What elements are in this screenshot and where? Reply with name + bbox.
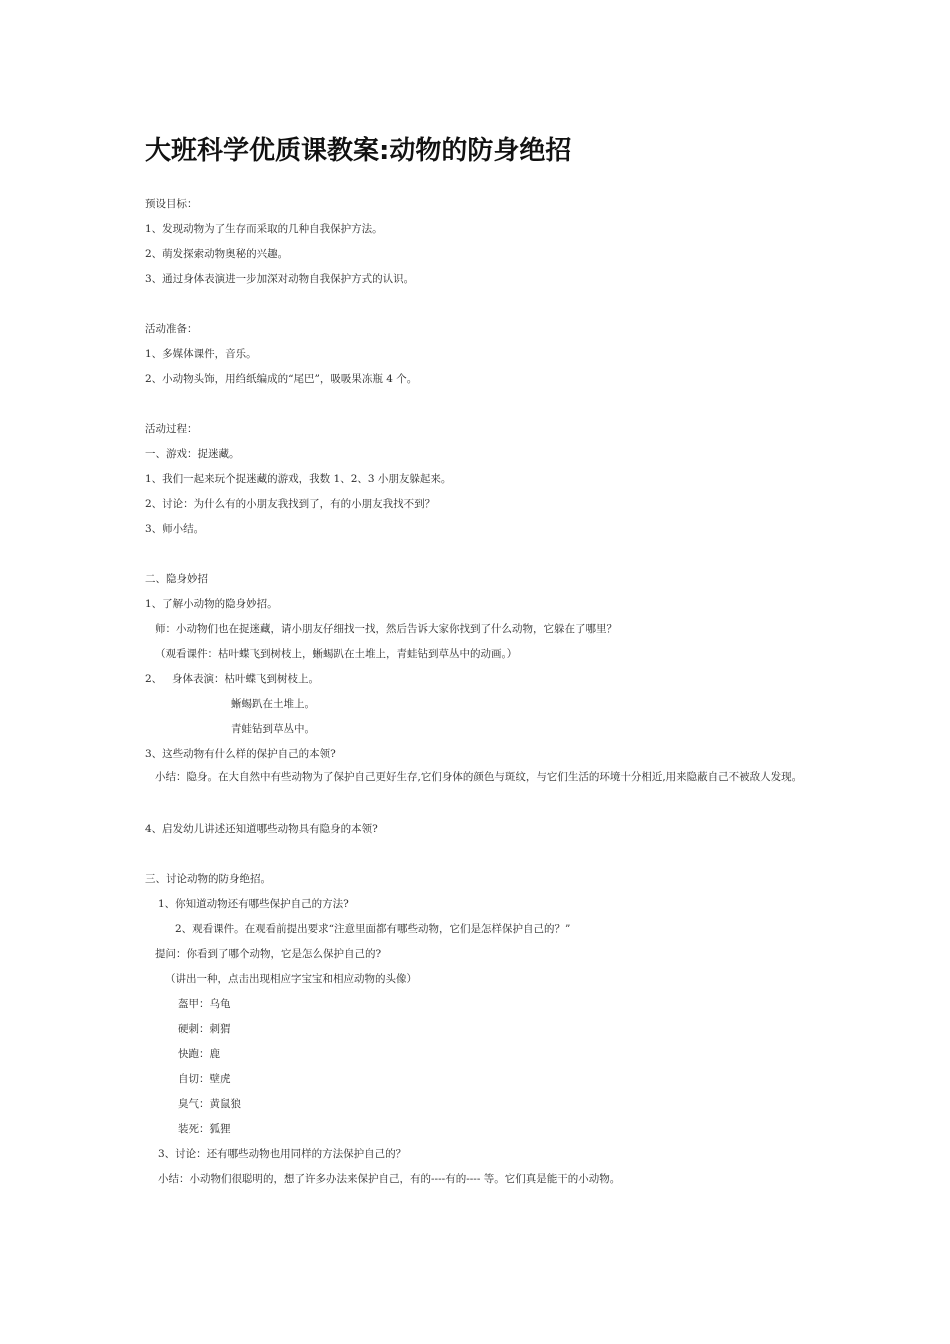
- performance-sub-item: 青蛙钻到草丛中。: [231, 723, 315, 735]
- part3-summary: 小结：小动物们很聪明的，想了许多办法来保护自己，有的----有的---- 等。它们真是能干的小动物。: [158, 1173, 621, 1185]
- prep-item: 2、小动物头饰，用绉纸编成的“尾巴”，吸吸果冻瓶 4 个。: [145, 373, 418, 385]
- courseware-note: （观看课件：枯叶蝶飞到树枝上，蜥蜴趴在土堆上，青蛙钻到草丛中的动画。）: [155, 648, 518, 660]
- defense-pair: 盔甲：乌龟: [178, 998, 231, 1010]
- prep-heading: 活动准备：: [145, 323, 198, 335]
- process-heading: 活动过程：: [145, 423, 198, 435]
- goal-item: 3、通过身体表演进一步加深对动物自我保护方式的认识。: [145, 273, 415, 285]
- part1-item: 1、我们一起来玩个捉迷藏的游戏，我数 1、2、3 小朋友躲起来。: [145, 473, 452, 485]
- part1-item: 2、讨论：为什么有的小朋友我找到了，有的小朋友我找不到？: [145, 498, 436, 510]
- part1-item: 3、师小结。: [145, 523, 205, 535]
- part2-item: 4、启发幼儿讲述还知道哪些动物具有隐身的本领?: [145, 823, 378, 835]
- part3-item: 2、观看课件。在观看前提出要求“注意里面都有哪些动物，它们是怎样保护自己的？”: [175, 923, 571, 935]
- defense-pair: 臭气：黄鼠狼: [178, 1098, 241, 1110]
- performance-sub-item: 蜥蜴趴在土堆上。: [231, 698, 315, 710]
- teacher-line: 师：小动物们也在捉迷藏，请小朋友仔细找一找，然后告诉大家你找到了什么动物，它躲在了哪里？: [155, 623, 617, 635]
- part2-summary: 小结：隐身。在大自然中有些动物为了保护自己更好生存,它们身体的颜色与斑纹，与它们生活的环境十分相近,用来隐蔽自己不被敌人发现。: [155, 771, 803, 783]
- goal-item: 1、发现动物为了生存而采取的几种自我保护方法。: [145, 223, 383, 235]
- part2-item-number: 2、: [145, 673, 163, 685]
- part1-heading: 一、游戏：捉迷藏。: [145, 448, 240, 460]
- goals-heading: 预设目标：: [145, 198, 198, 210]
- part2-item: 身体表演：枯叶蝶飞到树枝上。: [172, 673, 319, 685]
- goal-item: 2、萌发探索动物奥秘的兴趣。: [145, 248, 289, 260]
- defense-pair: 硬刺：刺猬: [178, 1023, 231, 1035]
- click-note: （讲出一种，点击出现相应字宝宝和相应动物的头像）: [165, 973, 417, 985]
- part2-heading: 二、隐身妙招: [145, 573, 208, 585]
- part3-item: 1、你知道动物还有哪些保护自己的方法?: [158, 898, 349, 910]
- part3-heading: 三、讨论动物的防身绝招。: [145, 873, 271, 885]
- part2-item: 3、这些动物有什么样的保护自己的本领?: [145, 748, 336, 760]
- prep-item: 1、多媒体课件，音乐。: [145, 348, 257, 360]
- part3-item: 3、讨论：还有哪些动物也用同样的方法保护自己的？: [158, 1148, 407, 1160]
- defense-pair: 自切：壁虎: [178, 1073, 231, 1085]
- document-title: 大班科学优质课教案:动物的防身绝招: [145, 136, 572, 166]
- part2-item: 1、了解小动物的隐身妙招。: [145, 598, 278, 610]
- defense-pair: 装死：狐狸: [178, 1123, 231, 1135]
- defense-pair: 快跑：鹿: [178, 1048, 220, 1060]
- question-line: 提问：你看到了哪个动物，它是怎么保护自己的?: [155, 948, 382, 960]
